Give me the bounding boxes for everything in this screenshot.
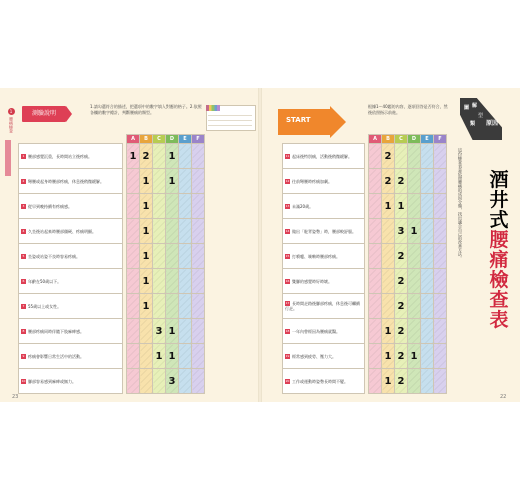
- question-cell: [283, 269, 365, 294]
- question-text: 未滿20歲。: [292, 203, 314, 209]
- score-cell[interactable]: [395, 144, 408, 169]
- score-cell[interactable]: [192, 169, 205, 194]
- score-cell[interactable]: [179, 319, 192, 344]
- score-cell[interactable]: [179, 294, 192, 319]
- title-line-1: 酒井式: [489, 169, 509, 231]
- score-cell[interactable]: 2: [140, 144, 153, 169]
- table-row: [19, 244, 205, 269]
- left-page-number: 23: [12, 394, 19, 400]
- score-cell[interactable]: 2: [395, 344, 408, 369]
- book-gutter: [258, 88, 262, 402]
- question-text: 往前彎腰時疼痛加劇。: [292, 178, 332, 184]
- table-row: [283, 369, 447, 394]
- question-cell: [19, 194, 123, 219]
- corner-category-tag: [460, 98, 502, 140]
- question-text: 坐姿或站姿不良時容易疼痛。: [28, 253, 80, 259]
- question-number: 20: [285, 378, 290, 383]
- question-text: 起床後特別痛，活動後稍微緩解。: [292, 153, 352, 159]
- right-page-number: 22: [500, 394, 507, 400]
- score-cell[interactable]: [127, 244, 140, 269]
- header-spacer: [19, 135, 123, 144]
- score-cell[interactable]: [179, 344, 192, 369]
- table-row: [283, 144, 447, 169]
- question-text: 長時間走路後腳部疼痛，休息後可繼續行走。: [285, 301, 360, 311]
- column-header: C: [153, 135, 166, 144]
- chapter-side-label: 腰痛檢查: [9, 117, 14, 133]
- question-number: 4: [22, 228, 25, 233]
- question-number: 3: [22, 203, 25, 208]
- score-cell[interactable]: [369, 144, 382, 169]
- score-cell[interactable]: [179, 144, 192, 169]
- question-number: 19: [285, 353, 290, 358]
- corner-char: 型: [478, 113, 484, 119]
- question-number: 12: [285, 178, 290, 183]
- column-header: A: [369, 135, 382, 144]
- column-header: D: [166, 135, 179, 144]
- score-cell[interactable]: 1: [166, 319, 179, 344]
- score-cell[interactable]: [421, 269, 434, 294]
- question-text: 經常感到疲勞、壓力大。: [292, 353, 336, 359]
- score-cell[interactable]: [192, 144, 205, 169]
- column-header: F: [434, 135, 447, 144]
- title-line-2: 腰痛檢查表: [489, 229, 509, 331]
- score-cell[interactable]: 1: [140, 169, 153, 194]
- score-cell[interactable]: [127, 269, 140, 294]
- score-cell[interactable]: 1: [408, 219, 421, 244]
- question-cell: [283, 369, 365, 394]
- score-cell[interactable]: [408, 194, 421, 219]
- question-number: 17: [285, 301, 290, 305]
- question-text: 55歲以上或女性。: [28, 303, 62, 309]
- score-cell[interactable]: [127, 219, 140, 244]
- example-line: [208, 120, 252, 121]
- question-cell: [19, 344, 123, 369]
- table-row: [283, 169, 447, 194]
- example-line: [208, 115, 252, 116]
- score-cell[interactable]: 3: [395, 219, 408, 244]
- score-cell[interactable]: 1: [166, 344, 179, 369]
- score-cell[interactable]: [434, 269, 447, 294]
- header-spacer: [283, 135, 365, 144]
- score-cell[interactable]: 3: [153, 319, 166, 344]
- score-cell[interactable]: 1: [395, 194, 408, 219]
- question-text: 打噴嚏、咳嗽時腰部疼痛。: [292, 253, 340, 259]
- question-text: 彎腰或起身時腰部疼痛，休息後稍微緩解。: [28, 178, 104, 184]
- column-header: B: [382, 135, 395, 144]
- score-cell[interactable]: 1: [140, 194, 153, 219]
- table-row: [19, 169, 205, 194]
- score-cell[interactable]: [421, 219, 434, 244]
- question-cell: [283, 244, 365, 269]
- score-cell[interactable]: 1: [140, 244, 153, 269]
- corner-char: 圖: [464, 105, 470, 111]
- score-cell[interactable]: [369, 169, 382, 194]
- score-cell[interactable]: 2: [382, 169, 395, 194]
- question-cell: [19, 219, 123, 244]
- question-number: 15: [285, 253, 290, 258]
- question-text: 做出「駝背姿勢」時，腰部較舒服。: [292, 228, 356, 234]
- right-instructions: 根據1～40題的內容，逐項回答是否符合，然後依照指示前進。: [368, 104, 448, 115]
- question-number: 16: [285, 278, 290, 283]
- score-cell[interactable]: [421, 194, 434, 219]
- score-cell[interactable]: [192, 344, 205, 369]
- score-cell[interactable]: 3: [166, 369, 179, 394]
- question-cell: [283, 344, 365, 369]
- start-label: START: [286, 116, 311, 124]
- question-cell: [19, 169, 123, 194]
- column-header: C: [395, 135, 408, 144]
- score-cell[interactable]: [434, 144, 447, 169]
- question-cell: [19, 269, 123, 294]
- question-number: 11: [285, 153, 290, 158]
- question-text: 工作或運動時姿勢長時間不變。: [292, 378, 348, 384]
- score-cell[interactable]: [153, 194, 166, 219]
- score-cell[interactable]: [421, 294, 434, 319]
- score-cell[interactable]: [179, 219, 192, 244]
- score-cell[interactable]: 2: [395, 244, 408, 269]
- question-number: 1: [22, 153, 25, 158]
- column-header: B: [140, 135, 153, 144]
- score-cell[interactable]: [166, 269, 179, 294]
- score-cell[interactable]: 1: [140, 219, 153, 244]
- table-row: [19, 319, 205, 344]
- score-cell[interactable]: [408, 244, 421, 269]
- score-cell[interactable]: 1: [382, 194, 395, 219]
- table-row: [19, 144, 205, 169]
- question-text: 腰部疼痛同時伴隨下肢麻痺感。: [28, 328, 84, 334]
- score-cell[interactable]: 1: [382, 344, 395, 369]
- score-cell[interactable]: [192, 369, 205, 394]
- question-cell: [283, 144, 365, 169]
- table-row: [283, 194, 447, 219]
- question-cell: [283, 294, 365, 319]
- score-cell[interactable]: [369, 194, 382, 219]
- score-cell[interactable]: [127, 169, 140, 194]
- score-cell[interactable]: [369, 294, 382, 319]
- score-cell[interactable]: [179, 194, 192, 219]
- question-text: 一年內曾經因為腰痛就醫。: [292, 328, 340, 334]
- score-cell[interactable]: [192, 219, 205, 244]
- corner-char: 類: [470, 121, 476, 127]
- table-row: [283, 244, 447, 269]
- score-cell[interactable]: [408, 169, 421, 194]
- score-cell[interactable]: [166, 294, 179, 319]
- score-cell[interactable]: 1: [153, 344, 166, 369]
- table-row: [283, 294, 447, 319]
- score-cell[interactable]: 2: [395, 294, 408, 319]
- score-cell[interactable]: [166, 244, 179, 269]
- example-color-strip: [206, 105, 220, 111]
- score-cell[interactable]: [127, 319, 140, 344]
- score-cell[interactable]: [153, 144, 166, 169]
- score-cell[interactable]: [192, 319, 205, 344]
- score-cell[interactable]: [153, 219, 166, 244]
- score-cell[interactable]: [369, 269, 382, 294]
- score-cell[interactable]: [127, 194, 140, 219]
- question-cell: [283, 319, 365, 344]
- score-cell[interactable]: 2: [395, 269, 408, 294]
- score-cell[interactable]: [408, 144, 421, 169]
- score-cell[interactable]: 1: [166, 144, 179, 169]
- question-number: 8: [22, 328, 25, 333]
- question-text: 久坐後站起來時腰部僵硬、疼痛明顯。: [28, 228, 96, 234]
- column-header: E: [179, 135, 192, 144]
- score-cell[interactable]: 2: [382, 144, 395, 169]
- score-cell[interactable]: [421, 319, 434, 344]
- score-cell[interactable]: [179, 369, 192, 394]
- score-cell[interactable]: 2: [395, 319, 408, 344]
- score-cell[interactable]: [140, 369, 153, 394]
- score-cell[interactable]: [408, 319, 421, 344]
- score-cell[interactable]: [382, 294, 395, 319]
- score-cell[interactable]: [421, 369, 434, 394]
- question-text: 疼痛會影響日常生活中的活動。: [28, 353, 84, 359]
- table-row: [19, 219, 205, 244]
- score-cell[interactable]: [127, 369, 140, 394]
- score-cell[interactable]: [369, 344, 382, 369]
- score-cell[interactable]: [434, 244, 447, 269]
- table-row: [19, 369, 205, 394]
- question-number: 13: [285, 203, 290, 208]
- question-number: 7: [22, 303, 25, 308]
- score-cell[interactable]: [166, 219, 179, 244]
- left-checklist-table: [18, 134, 205, 394]
- score-cell[interactable]: [153, 169, 166, 194]
- question-cell: [19, 144, 123, 169]
- table-row: [283, 319, 447, 344]
- score-cell[interactable]: 2: [395, 169, 408, 194]
- question-cell: [283, 219, 365, 244]
- table-row: [19, 344, 205, 369]
- score-cell[interactable]: 1: [408, 344, 421, 369]
- score-cell[interactable]: 1: [140, 294, 153, 319]
- score-cell[interactable]: 1: [382, 319, 395, 344]
- question-cell: [283, 169, 365, 194]
- question-number: 6: [22, 278, 25, 283]
- score-cell[interactable]: [179, 269, 192, 294]
- score-cell[interactable]: [434, 294, 447, 319]
- question-number: 18: [285, 328, 290, 333]
- table-row: [283, 269, 447, 294]
- score-cell[interactable]: [127, 344, 140, 369]
- score-cell[interactable]: [434, 219, 447, 244]
- score-cell[interactable]: [434, 169, 447, 194]
- score-cell[interactable]: [369, 319, 382, 344]
- side-description: 這份檢查表是依照腰痛的成因分類，找出適合自己的改善方法。: [458, 148, 463, 260]
- corner-char: 解: [472, 103, 478, 109]
- table-row: [283, 344, 447, 369]
- score-cell[interactable]: [140, 319, 153, 344]
- right-checklist-table: [282, 134, 447, 394]
- column-header: D: [408, 135, 421, 144]
- question-cell: [283, 194, 365, 219]
- score-cell[interactable]: [192, 269, 205, 294]
- question-number: 10: [21, 378, 26, 383]
- left-instructions: 1.請勾選符合的描述，把選項中的數字填入對應的格子。2.依照各欄的數字總計，判斷腰痛的類型。: [90, 104, 202, 115]
- table-row: [19, 294, 205, 319]
- question-cell: [19, 294, 123, 319]
- question-cell: [19, 244, 123, 269]
- score-cell[interactable]: [127, 294, 140, 319]
- question-number: 5: [22, 253, 25, 258]
- table-row: [283, 219, 447, 244]
- question-number: 2: [22, 178, 25, 183]
- question-text: 從早到晚持續有疼痛感。: [28, 203, 72, 209]
- table-row: [19, 194, 205, 219]
- score-cell[interactable]: [166, 194, 179, 219]
- score-cell[interactable]: [408, 294, 421, 319]
- score-cell[interactable]: [408, 269, 421, 294]
- score-cell[interactable]: [434, 369, 447, 394]
- score-cell[interactable]: [192, 294, 205, 319]
- score-cell[interactable]: [179, 169, 192, 194]
- score-cell[interactable]: 1: [140, 269, 153, 294]
- score-cell[interactable]: [434, 344, 447, 369]
- score-cell[interactable]: [421, 169, 434, 194]
- chapter-color-block: [5, 140, 11, 176]
- score-cell[interactable]: [382, 269, 395, 294]
- score-cell[interactable]: [192, 244, 205, 269]
- score-cell[interactable]: [153, 294, 166, 319]
- score-cell[interactable]: [140, 344, 153, 369]
- question-cell: [19, 319, 123, 344]
- section-ribbon: 測驗說明: [22, 106, 66, 122]
- question-text: 腰部感覺沉重，長時間站立後疼痛。: [28, 153, 92, 159]
- score-cell[interactable]: [179, 244, 192, 269]
- score-cell[interactable]: [369, 219, 382, 244]
- score-cell[interactable]: [192, 194, 205, 219]
- question-text: 腳部容易感到麻痺或無力。: [28, 378, 76, 384]
- column-header: F: [192, 135, 205, 144]
- score-cell[interactable]: 2: [395, 369, 408, 394]
- score-cell[interactable]: [382, 219, 395, 244]
- score-cell[interactable]: [153, 244, 166, 269]
- chapter-number-badge: 1: [8, 108, 15, 115]
- table-row: [19, 269, 205, 294]
- corner-char: 原因: [486, 120, 499, 127]
- question-text: 雙腳的感覺時好時壞。: [292, 278, 332, 284]
- column-header: E: [421, 135, 434, 144]
- score-cell[interactable]: 1: [166, 169, 179, 194]
- score-cell[interactable]: [369, 369, 382, 394]
- score-cell[interactable]: [153, 369, 166, 394]
- score-cell[interactable]: [421, 144, 434, 169]
- question-cell: [19, 369, 123, 394]
- score-cell[interactable]: [434, 194, 447, 219]
- score-cell[interactable]: [408, 369, 421, 394]
- checklist-title: [484, 170, 514, 330]
- score-cell[interactable]: [153, 269, 166, 294]
- score-cell[interactable]: [369, 244, 382, 269]
- score-cell[interactable]: [421, 344, 434, 369]
- question-number: 9: [22, 353, 25, 358]
- score-cell[interactable]: 1: [382, 369, 395, 394]
- question-number: 14: [285, 228, 290, 233]
- example-line: [208, 125, 252, 126]
- score-cell[interactable]: [421, 244, 434, 269]
- question-text: 年齡在50歲以下。: [28, 278, 62, 284]
- score-cell[interactable]: 1: [127, 144, 140, 169]
- score-cell[interactable]: [382, 244, 395, 269]
- column-header: A: [127, 135, 140, 144]
- score-cell[interactable]: [434, 319, 447, 344]
